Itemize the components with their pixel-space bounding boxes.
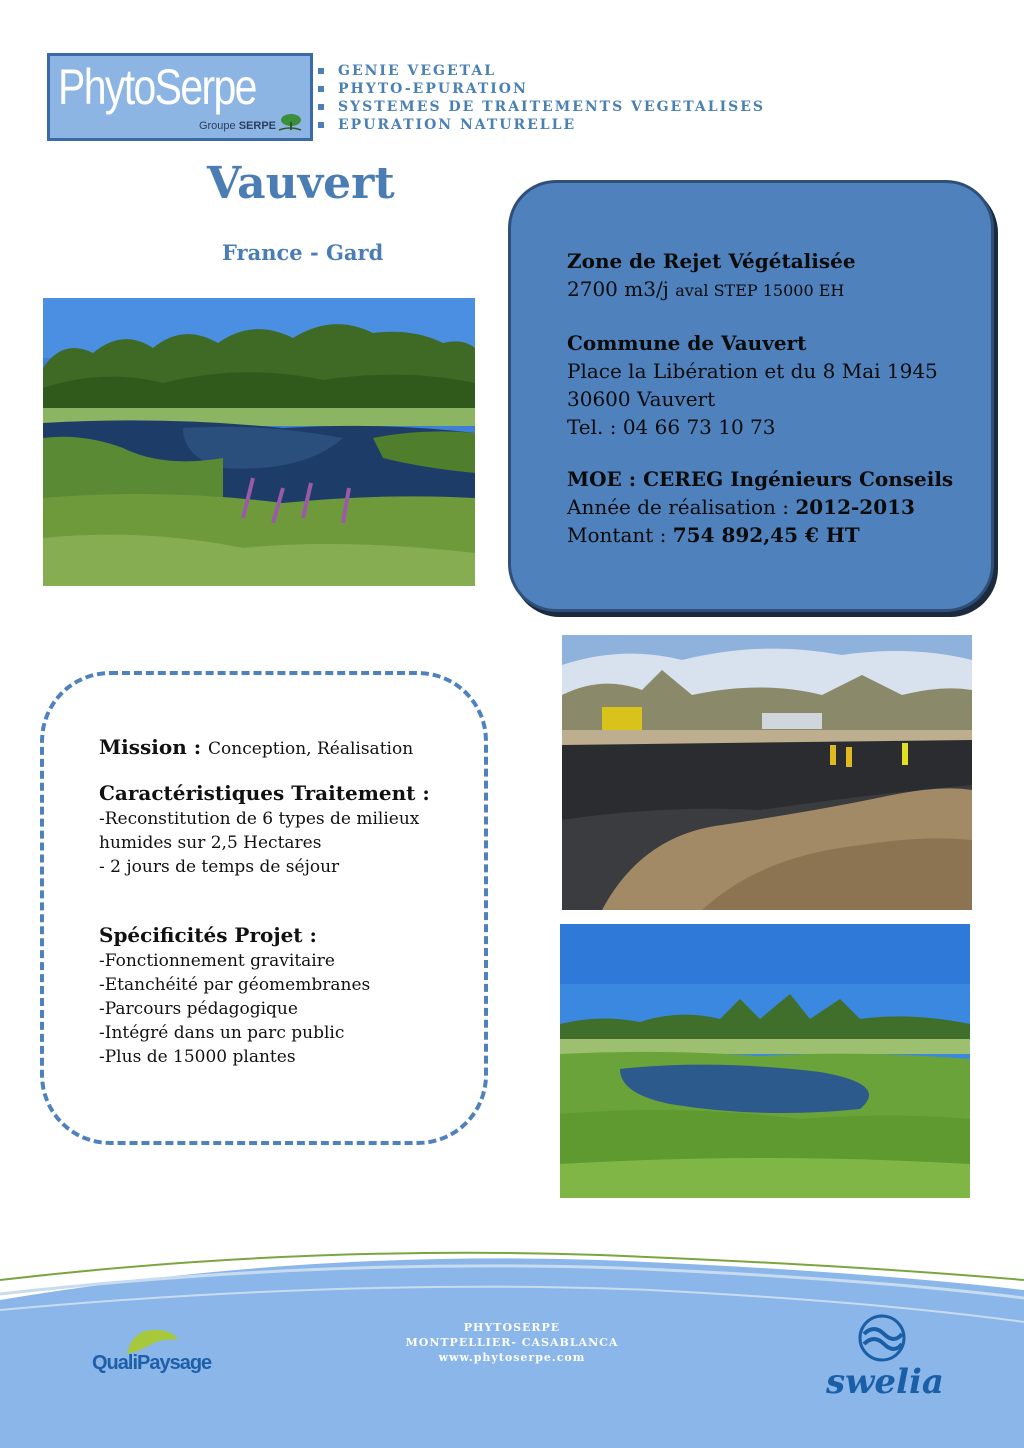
footer-cities: MONTPELLIER- CASABLANCA <box>405 1336 619 1349</box>
phytoserpe-logo <box>47 53 313 141</box>
client-address-line: 30600 Vauvert <box>567 387 716 411</box>
zone-capacity: 2700 m3/j aval STEP 15000 EH <box>567 277 845 301</box>
treatment-line: - 2 jours de temps de séjour <box>99 857 340 877</box>
wave-icon <box>856 1314 908 1362</box>
tree-icon <box>278 112 302 132</box>
logo-group-label: Groupe SERPE <box>198 120 276 132</box>
treatment-title: Caractéristiques Traitement : <box>99 781 430 805</box>
service-item: EPURATION NATURELLE <box>318 116 765 134</box>
logo-wordmark: PhytoSerpe <box>58 59 256 115</box>
mission-line: Mission : Conception, Réalisation <box>99 735 414 759</box>
project-line: -Etanchéité par géomembranes <box>99 975 371 995</box>
footer-website[interactable]: www.phytoserpe.com <box>438 1351 586 1364</box>
page-subtitle: France - Gard <box>222 240 384 265</box>
client-title: Commune de Vauvert <box>567 331 807 355</box>
page-title: Vauvert <box>207 158 395 209</box>
service-item: SYSTEMES DE TRAITEMENTS VEGETALISES <box>318 98 765 116</box>
swelia-logo: swelia <box>822 1310 952 1410</box>
qualipaysage-logo: QualiPaysage <box>92 1326 232 1396</box>
wetland-photo <box>560 924 970 1198</box>
treatment-line: -Reconstitution de 6 types de milieux <box>99 809 420 829</box>
mission-box <box>40 671 488 1145</box>
service-item: GENIE VEGETAL <box>318 62 765 80</box>
client-address-line: Place la Libération et du 8 Mai 1945 <box>567 359 938 383</box>
services-list <box>318 62 765 134</box>
client-tel: Tel. : 04 66 73 10 73 <box>567 415 776 439</box>
project-line: -Parcours pédagogique <box>99 999 298 1019</box>
moe-title: MOE : CEREG Ingénieurs Conseils <box>567 467 954 491</box>
project-line: -Intégré dans un parc public <box>99 1023 345 1043</box>
construction-photo <box>562 635 972 910</box>
service-item: PHYTO-EPURATION <box>318 80 765 98</box>
project-title: Spécificités Projet : <box>99 923 317 947</box>
project-info-box <box>508 180 994 612</box>
zone-title: Zone de Rejet Végétalisée <box>567 249 856 273</box>
treatment-line: humides sur 2,5 Hectares <box>99 833 322 853</box>
project-line: -Fonctionnement gravitaire <box>99 951 335 971</box>
amount-line: Montant : 754 892,45 € HT <box>567 523 860 547</box>
pond-photo <box>43 298 475 586</box>
footer-company: PHYTOSERPE <box>463 1321 561 1334</box>
project-line: -Plus de 15000 plantes <box>99 1047 296 1067</box>
footer <box>0 1250 1024 1448</box>
year-line: Année de réalisation : 2012-2013 <box>567 495 915 519</box>
